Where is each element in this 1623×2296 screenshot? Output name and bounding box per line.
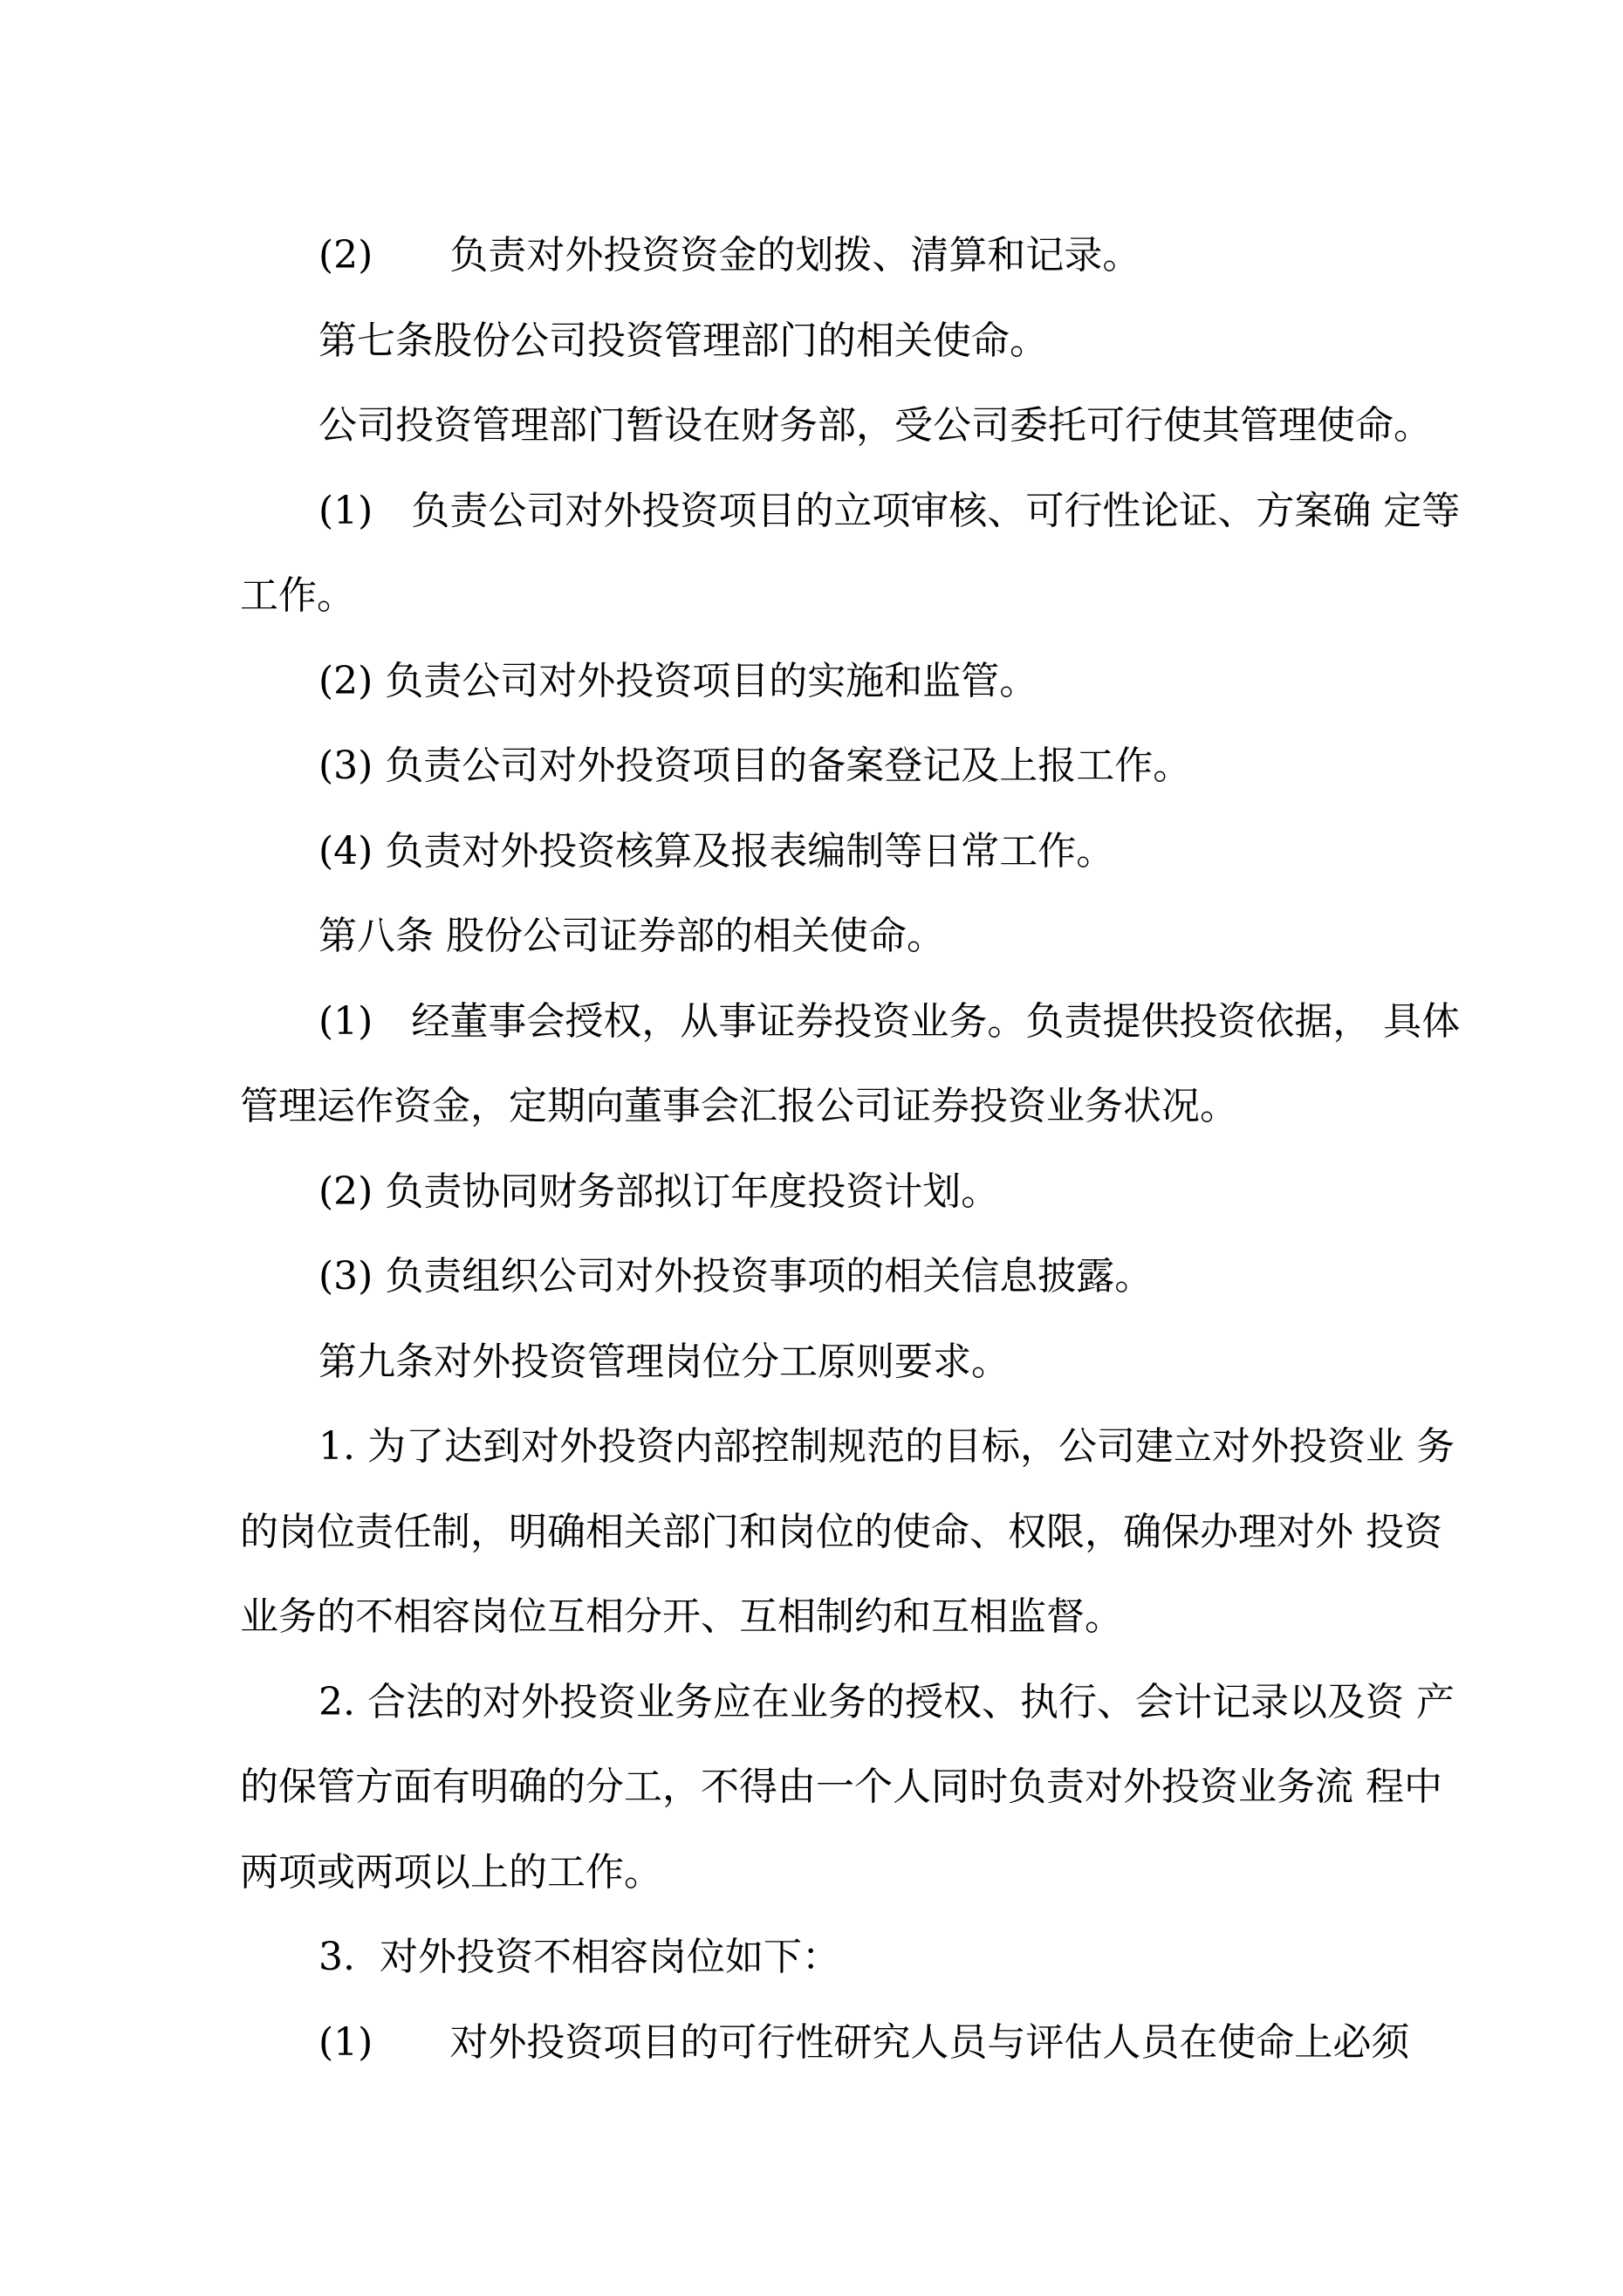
text-line: (3) 负责组织公司对外投资事项的相关信息披露。 — [318, 1254, 1154, 1299]
text-line: (2) 负责对外投资资金的划拨、清算和记录。 — [318, 233, 1141, 278]
text-line: 第七条股份公司投资管理部门的相关使命。 — [318, 318, 1048, 363]
text-line: (1) 对外投资项目的可行性研究人员与评估人员在使命上必须 — [318, 2019, 1410, 2065]
text-line: 两项或两项以上的工作。 — [240, 1849, 662, 1895]
text-line: 的岗位责任制，明确相关部门和岗位的使命、权限，确保办理对外 投资 — [240, 1509, 1442, 1554]
text-line: (1) 负责公司对外投资项目的立项审核、可行性论证、方案确 定等 — [318, 488, 1461, 533]
text-line: (2) 负责协同财务部拟订年度投资计划。 — [318, 1169, 1000, 1214]
text-line: (1) 经董事会授权，从事证券投资业务。负责提供投资依据， 具体 — [318, 998, 1461, 1044]
text-line: 1. 为了达到对外投资内部控制规范的目标，公司建立对外投资业 务 — [318, 1424, 1455, 1469]
text-line: 的保管方面有明确的分工，不得由一个人同时负责对外投资业务流 程中 — [240, 1765, 1442, 1809]
document-body — [240, 213, 1461, 2085]
text-line: 业务的不相容岗位互相分开、互相制约和互相监督。 — [240, 1594, 1123, 1639]
text-line: 公司投资管理部门暂设在财务部，受公司委托可行使其管理使命。 — [318, 403, 1432, 448]
text-line: (3) 负责公司对外投资项目的备案登记及上报工作。 — [318, 744, 1192, 788]
text-line: 工作。 — [240, 573, 355, 618]
text-line: 2. 合法的对外投资业务应在业务的授权、执行、会计记录以及资 产 — [318, 1679, 1455, 1724]
text-line: 3. 对外投资不相容岗位如下： — [318, 1935, 840, 1979]
text-line: (2) 负责公司对外投资项目的实施和监管。 — [318, 658, 1038, 703]
text-line: 第九条对外投资管理岗位分工原则要求。 — [318, 1339, 1010, 1384]
text-line: 第八条 股份公司证券部的相关使命。 — [318, 914, 945, 958]
text-line: (4) 负责对外投资核算及报表编制等日常工作。 — [318, 828, 1115, 874]
text-line: 管理运作资金，定期向董事会汇报公司证券投资业务状况。 — [240, 1084, 1238, 1128]
